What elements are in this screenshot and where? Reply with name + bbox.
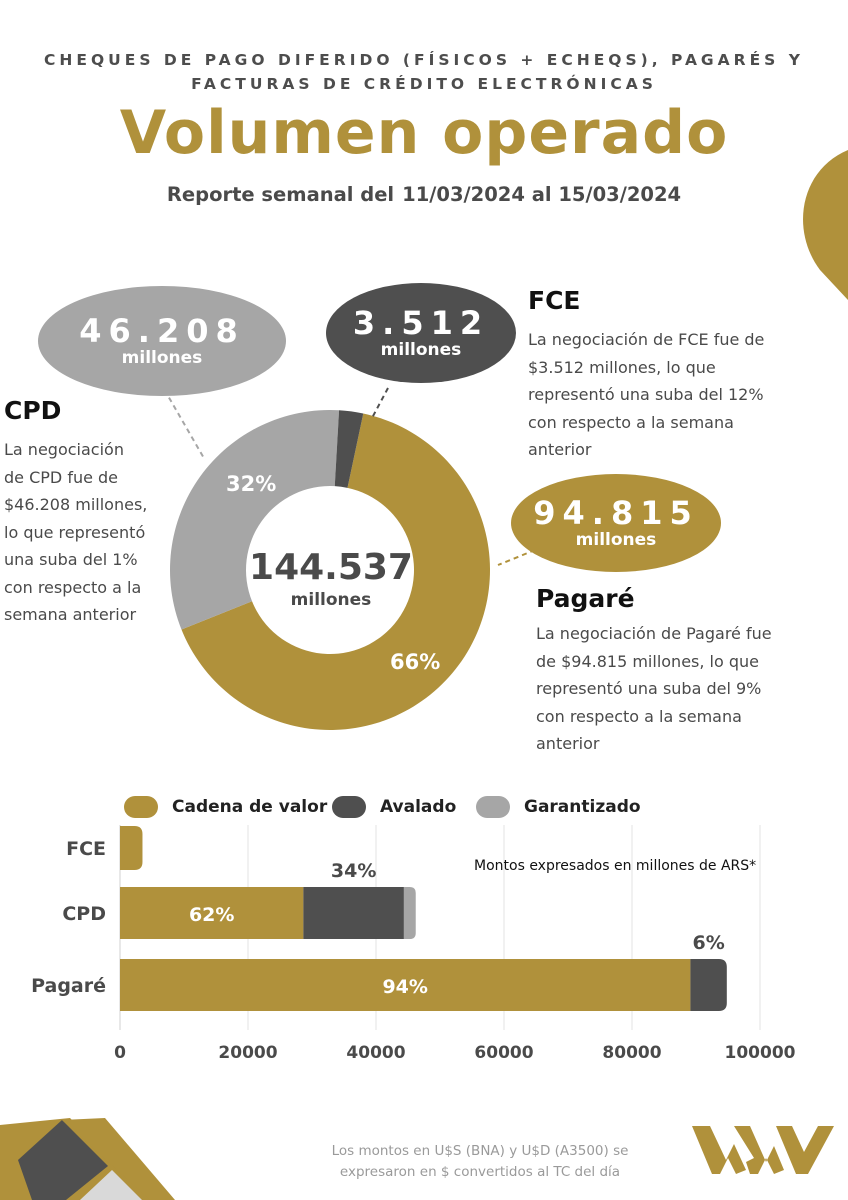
report-label: Reporte semanal del bbox=[166, 183, 395, 206]
logo-stroke bbox=[776, 1126, 834, 1174]
pagare-amount-bubble bbox=[511, 474, 721, 572]
legend-item-garantizado bbox=[476, 796, 641, 818]
bar-data-label: 34% bbox=[330, 860, 377, 882]
x-tick-label: 100000 bbox=[724, 1043, 796, 1063]
fce-desc-line: anterior bbox=[528, 440, 592, 459]
cpd-desc-line: de CPD fue de bbox=[4, 467, 119, 487]
fce-connector bbox=[372, 388, 388, 418]
cpd-desc-line: lo que representó bbox=[4, 522, 146, 542]
units-note: Montos expresados en millones de ARS* bbox=[474, 858, 757, 874]
pagare-description bbox=[536, 620, 836, 758]
pagare-amount-unit: millones bbox=[575, 530, 657, 550]
report-range: 11/03/2024 al 15/03/2024 bbox=[402, 183, 682, 206]
pagare-desc-line: con respecto a la semana bbox=[536, 706, 742, 726]
footer-line-2: expresaron en $ convertidos al TC del día bbox=[339, 1164, 621, 1180]
x-tick-label: 40000 bbox=[346, 1043, 406, 1063]
donut-total: 144.537 bbox=[249, 547, 413, 588]
bar-data-label: 6% bbox=[692, 932, 725, 954]
x-tick-label: 60000 bbox=[474, 1043, 534, 1063]
fce-desc-line: con respecto a la semana bbox=[528, 412, 734, 432]
report-subtitle bbox=[0, 48, 848, 96]
cpd-desc-line: con respecto a la bbox=[4, 577, 142, 597]
legend-label-garantizado: Garantizado bbox=[524, 797, 641, 817]
logo-stroke bbox=[692, 1126, 746, 1174]
cpd-amount: 46.208 bbox=[79, 312, 245, 350]
bar-segment bbox=[303, 887, 404, 939]
cpd-desc-line: una suba del 1% bbox=[4, 550, 138, 569]
cpd-description bbox=[4, 436, 184, 629]
page-title: Volumen operado bbox=[119, 98, 729, 168]
fce-description bbox=[528, 326, 828, 464]
footer-line-1: Los montos en U$S (BNA) y U$D (A3500) se bbox=[331, 1143, 629, 1159]
fce-amount: 3.512 bbox=[352, 304, 490, 342]
cpd-desc-line: semana anterior bbox=[4, 605, 137, 624]
donut-center-label bbox=[246, 546, 416, 610]
pagare-desc-line: de $94.815 millones, lo que bbox=[536, 651, 759, 671]
legend-swatch-gold bbox=[124, 796, 158, 818]
slice-label-pagare: 66% bbox=[390, 650, 441, 674]
fce-desc-line: representó una suba del 12% bbox=[528, 385, 764, 404]
fce-amount-bubble bbox=[326, 283, 516, 383]
subtitle-line-2: FACTURAS DE CRÉDITO ELECTRÓNICAS bbox=[191, 75, 657, 93]
legend-label-avalado: Avalado bbox=[380, 797, 457, 817]
fce-desc-line: La negociación de FCE fue de bbox=[528, 330, 765, 349]
fce-amount-unit: millones bbox=[380, 340, 462, 360]
cpd-heading: CPD bbox=[4, 396, 62, 425]
cpd-amount-bubble bbox=[38, 286, 286, 396]
fce-heading: FCE bbox=[528, 286, 581, 315]
subtitle-line-1: CHEQUES DE PAGO DIFERIDO (FÍSICOS + ECHEQS), PAGARÉS Y bbox=[44, 51, 804, 69]
footer-note bbox=[300, 1141, 660, 1183]
cpd-amount-unit: millones bbox=[121, 348, 203, 368]
company-logo bbox=[688, 1122, 838, 1178]
legend-item-cadena bbox=[124, 796, 327, 818]
legend-item-avalado bbox=[332, 796, 456, 818]
pagare-desc-line: La negociación de Pagaré fue bbox=[536, 624, 772, 643]
x-tick-label: 0 bbox=[114, 1043, 126, 1063]
donut-total-unit: millones bbox=[290, 590, 372, 610]
pagare-desc-line: anterior bbox=[536, 734, 600, 753]
report-period bbox=[0, 183, 848, 206]
pagare-desc-line: representó una suba del 9% bbox=[536, 679, 762, 698]
bar-segment bbox=[404, 887, 416, 939]
y-category-label: Pagaré bbox=[31, 975, 106, 997]
bar-data-label: 62% bbox=[188, 904, 235, 926]
cpd-desc-line: $46.208 millones, bbox=[4, 495, 148, 514]
legend-label-cadena: Cadena de valor bbox=[172, 797, 328, 817]
fce-desc-line: $3.512 millones, lo que bbox=[528, 357, 716, 377]
pagare-connector bbox=[498, 550, 535, 565]
bar-segment bbox=[690, 959, 726, 1011]
slice-label-cpd: 32% bbox=[226, 472, 277, 496]
pagare-heading: Pagaré bbox=[536, 584, 635, 613]
bar-data-label: 94% bbox=[382, 976, 428, 998]
x-tick-label: 20000 bbox=[218, 1043, 278, 1063]
y-category-label: FCE bbox=[66, 838, 106, 860]
bar-segment bbox=[120, 826, 142, 870]
legend-swatch-dark bbox=[332, 796, 366, 818]
pagare-amount: 94.815 bbox=[533, 494, 699, 532]
cpd-desc-line: La negociación bbox=[4, 440, 124, 459]
legend-swatch-gray bbox=[476, 796, 510, 818]
x-tick-label: 80000 bbox=[602, 1043, 662, 1063]
y-category-label: CPD bbox=[62, 903, 106, 925]
